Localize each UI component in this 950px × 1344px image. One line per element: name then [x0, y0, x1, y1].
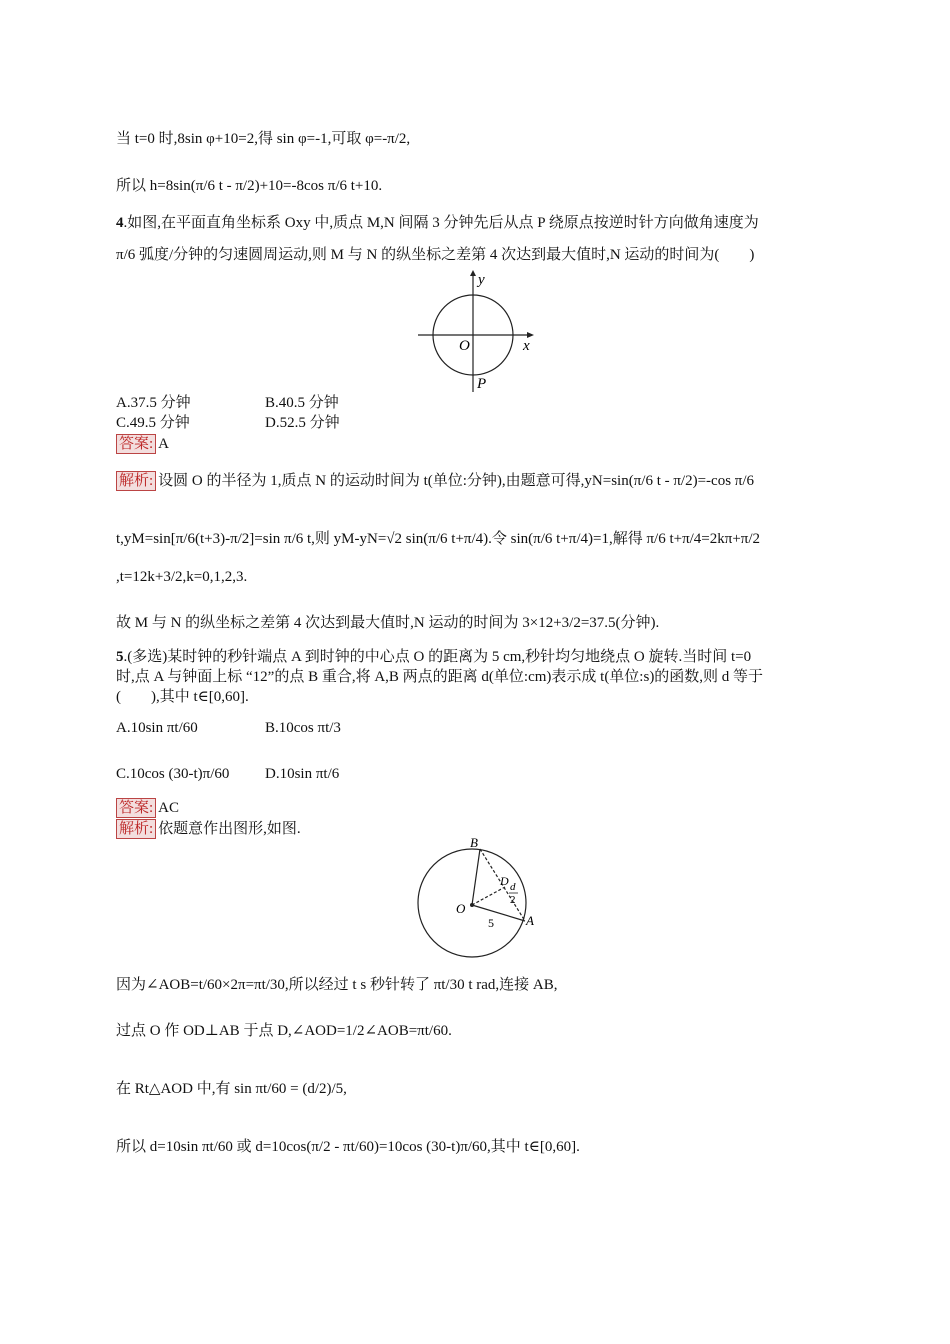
- q4-figure: [415, 270, 540, 395]
- q5-explain-2: 因为∠AOB=t/60×2π=πt/30,所以经过 t s 秒针转了 πt/30 t rad,连接 AB,: [116, 977, 558, 993]
- q4-answer-value: A: [158, 436, 170, 452]
- q5-answer: [116, 797, 179, 819]
- segment-od: [472, 887, 505, 905]
- q5-option-d: D.10sin πt/6: [265, 766, 340, 782]
- point-d-label: D: [500, 874, 509, 888]
- answer-label: 答案:: [116, 434, 156, 454]
- point-a-label: A: [526, 913, 534, 928]
- radius-label: 5: [488, 916, 494, 930]
- q5-explain-text-1: 依题意作出图形,如图.: [158, 821, 301, 837]
- q4-stem-1: [116, 212, 759, 234]
- q5-segments: [472, 849, 525, 921]
- q5-explain-3: 过点 O 作 OD⊥AB 于点 D,∠AOD=1/2∠AOB=πt/60.: [116, 1023, 452, 1039]
- q4-explain-4: 故 M 与 N 的纵坐标之差第 4 次达到最大值时,N 运动的时间为 3×12+3/2=37.5(分钟).: [116, 615, 660, 631]
- q4-stem-2: π/6 弧度/分钟的匀速圆周运动,则 M 与 N 的纵坐标之差第 4 次达到最大值时,N 运动的时间为( ): [116, 247, 755, 263]
- half-d-numerator: d: [510, 881, 516, 893]
- q4-option-d: D.52.5 分钟: [265, 415, 340, 431]
- point-p-label: P: [477, 376, 487, 392]
- center-dot: [470, 903, 474, 907]
- point-o-label: O: [456, 901, 466, 916]
- half-d-denominator: 2: [510, 894, 516, 906]
- q4-option-c: C.49.5 分钟: [116, 415, 190, 431]
- q4-explain-2: t,yM=sin[π/6(t+3)-π/2]=sin π/6 t,则 yM-yN=√2 sin(π/6 t+π/4).令 sin(π/6 t+π/4)=1,解得 π/6 t+π/4=2kπ+π/2: [116, 531, 761, 547]
- q4-explain-text-1: 设圆 O 的半径为 1,质点 N 的运动时间为 t(单位:分钟),由题意可得,yN=sin(π/6 t - π/2)=-cos π/6: [158, 473, 755, 489]
- origin-label: O: [459, 338, 470, 354]
- q5-answer-value: AC: [158, 800, 180, 816]
- q5-explain-5: 所以 d=10sin πt/60 或 d=10cos(π/2 - πt/60)=10cos (30-t)π/60,其中 t∈[0,60].: [116, 1139, 580, 1155]
- answer-label-2: 答案:: [116, 798, 156, 818]
- y-label: y: [478, 272, 485, 288]
- q4-answer: [116, 433, 169, 455]
- q5-number: 5: [116, 649, 124, 665]
- q5-explain-4: 在 Rt△AOD 中,有 sin πt/60 = (d/2)/5,: [116, 1081, 347, 1097]
- q5-option-c: C.10cos (30-t)π/60: [116, 766, 230, 782]
- q5-stem-1: [116, 646, 751, 668]
- q4-number: 4: [116, 215, 124, 231]
- segment-ob: [472, 849, 480, 905]
- explanation-label: 解析:: [116, 471, 156, 491]
- q5-stem-3: ( ),其中 t∈[0,60].: [116, 689, 249, 705]
- point-b-label: B: [470, 835, 478, 850]
- q5-explain-1: [116, 818, 301, 840]
- q4-option-b: B.40.5 分钟: [265, 395, 339, 411]
- segment-oa: [472, 905, 525, 921]
- q4-explain-3: ,t=12k+3/2,k=0,1,2,3.: [116, 569, 248, 585]
- q4-explain-1: [116, 470, 754, 492]
- prev-line-2: 所以 h=8sin(π/6 t - π/2)+10=-8cos π/6 t+10.: [116, 178, 383, 194]
- x-label: x: [523, 338, 530, 354]
- q5-stem-2: 时,点 A 与钟面上标 “12”的点 B 重合,将 A,B 两点的距离 d(单位:cm)表示成 t(单位:s)的函数,则 d 等于: [116, 669, 764, 685]
- q4-text-1: .如图,在平面直角坐标系 Oxy 中,质点 M,N 间隔 3 分钟先后从点 P 绕原点按逆时针方向做角速度为: [123, 215, 759, 231]
- q4-option-a: A.37.5 分钟: [116, 395, 191, 411]
- q5-text-1: .(多选)某时钟的秒针端点 A 到时钟的中心点 O 的距离为 5 cm,秒针均匀地绕点 O 旋转.当时间 t=0: [123, 649, 752, 665]
- y-arrow-icon: [470, 270, 476, 276]
- q5-figure: [410, 835, 545, 965]
- q5-option-b: B.10cos πt/3: [265, 720, 341, 736]
- q5-option-a: A.10sin πt/60: [116, 720, 198, 736]
- prev-line-1: 当 t=0 时,8sin φ+10=2,得 sin φ=-1,可取 φ=-π/2,: [116, 131, 411, 147]
- explanation-label-2: 解析:: [116, 819, 156, 839]
